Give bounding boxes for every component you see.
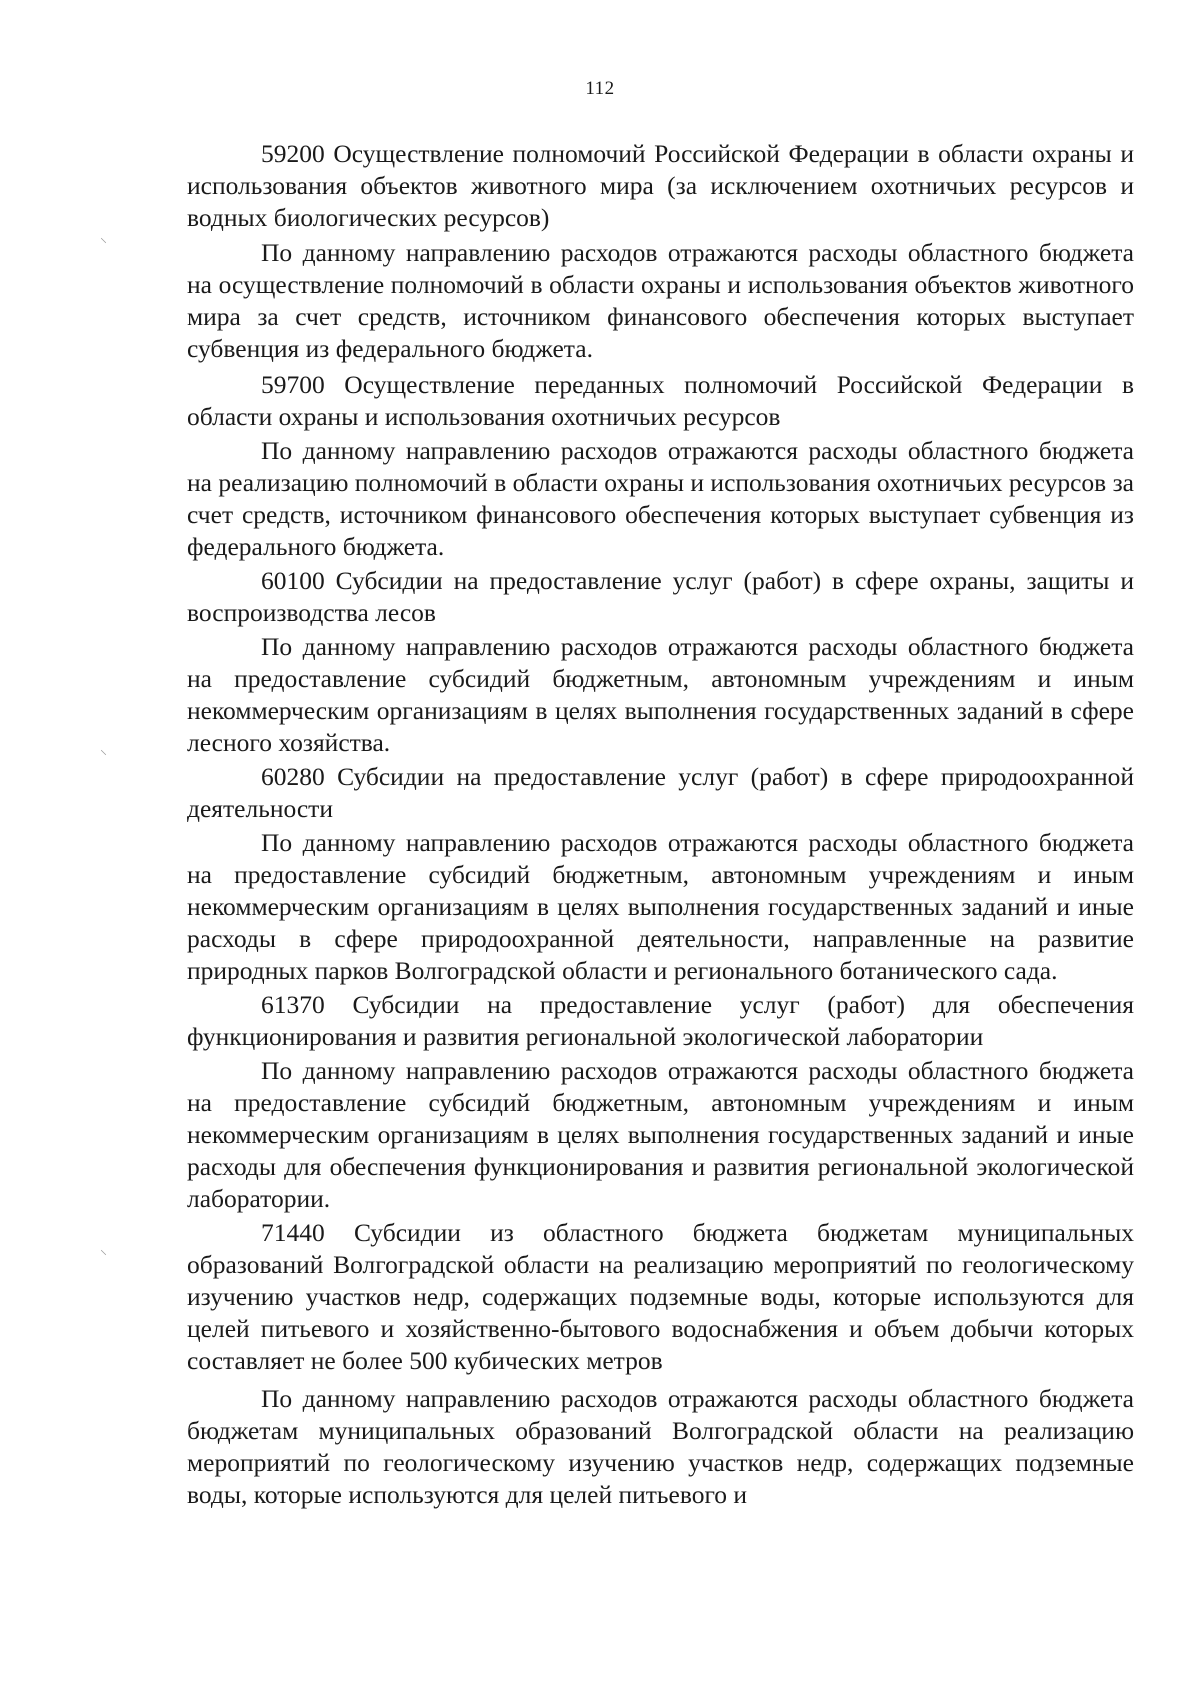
section-heading-71440: 71440 Субсидии из областного бюджета бюджетам муниципальных образований Волгоградской области на реализацию мероприятий по геологическому изучению участков недр, содержащих подземные воды, которые используются для целей питьевого и хозяйственно-бытового водоснабжения и объем добычи которых составляет не более 500 кубических метров xyxy=(187,1218,1134,1375)
section-description-61370: По данному направлению расходов отражаются расходы областного бюджета на предоставление субсидий бюджетным, автономным учреждениям и иным некоммерческим организациям в целях выполнения государственных заданий и иные расходы для обеспечения функционирования и развития региональной экологической лаборатории. xyxy=(187,1056,1134,1213)
scan-artifact-mark: ⸜ xyxy=(100,230,107,246)
section-description-71440: По данному направлению расходов отражаются расходы областного бюджета бюджетам муниципальных образований Волгоградской области на реализацию мероприятий по геологическому изучению участков недр, содержащих подземные воды, которые используются для целей питьевого и xyxy=(187,1384,1134,1509)
section-heading-59200: 59200 Осуществление полномочий Российской Федерации в области охраны и использования объектов животного мира (за исключением охотничьих ресурсов и водных биологических ресурсов) xyxy=(187,139,1134,232)
section-heading-59700: 59700 Осуществление переданных полномочий Российской Федерации в области охраны и использования охотничьих ресурсов xyxy=(187,370,1134,431)
page-number: 112 xyxy=(585,78,615,99)
section-heading-61370: 61370 Субсидии на предоставление услуг (работ) для обеспечения функционирования и развития региональной экологической лаборатории xyxy=(187,990,1134,1051)
document-body xyxy=(187,138,1134,1511)
scan-artifact-mark: ⸜ xyxy=(100,1242,107,1258)
section-description-60280: По данному направлению расходов отражаются расходы областного бюджета на предоставление субсидий бюджетным, автономным учреждениям и иным некоммерческим организациям в целях выполнения государственных заданий и иные расходы в сфере природоохранной деятельности, направленные на развитие природных парков Волгоградской области и регионального ботанического сада. xyxy=(187,828,1134,985)
section-heading-60100: 60100 Субсидии на предоставление услуг (работ) в сфере охраны, защиты и воспроизводства лесов xyxy=(187,566,1134,627)
section-heading-60280: 60280 Субсидии на предоставление услуг (работ) в сфере природоохранной деятельности xyxy=(187,762,1134,823)
scan-artifact-mark: ⸜ xyxy=(100,742,107,758)
section-description-59200: По данному направлению расходов отражаются расходы областного бюджета на осуществление полномочий в области охраны и использования объектов животного мира за счет средств, источником финансового обеспечения которых выступает субвенция из федерального бюджета. xyxy=(187,238,1134,363)
section-description-60100: По данному направлению расходов отражаются расходы областного бюджета на предоставление субсидий бюджетным, автономным учреждениям и иным некоммерческим организациям в целях выполнения государственных заданий в сфере лесного хозяйства. xyxy=(187,632,1134,757)
section-description-59700: По данному направлению расходов отражаются расходы областного бюджета на реализацию полномочий в области охраны и использования охотничьих ресурсов за счет средств, источником финансового обеспечения которых выступает субвенция из федерального бюджета. xyxy=(187,436,1134,561)
